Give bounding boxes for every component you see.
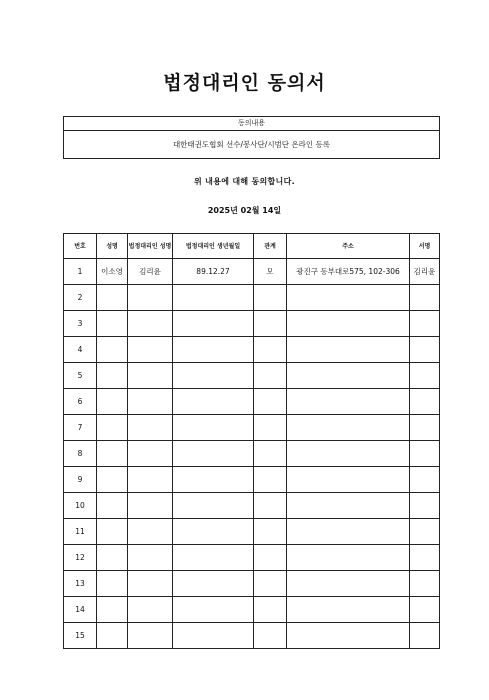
cell-guardian-name (128, 623, 173, 649)
header-address: 주소 (287, 234, 410, 259)
cell-address (287, 519, 410, 545)
cell-name (97, 285, 128, 311)
cell-signature (410, 571, 440, 597)
consent-date: 2025년 02월 14일 (207, 206, 282, 215)
cell-guardian-birthdate (173, 311, 254, 337)
cell-guardian-name (128, 285, 173, 311)
table-row (64, 337, 440, 363)
cell-address (287, 415, 410, 441)
cell-address (287, 311, 410, 337)
cell-name (97, 571, 128, 597)
cell-address (287, 389, 410, 415)
header-guardian-name: 법정대리인 성명 (128, 234, 173, 259)
cell-relation (254, 389, 287, 415)
cell-name (97, 623, 128, 649)
cell-address (287, 597, 410, 623)
table-row (64, 623, 440, 649)
table-row (64, 571, 440, 597)
cell-relation (254, 467, 287, 493)
cell-name (97, 415, 128, 441)
cell-guardian-name (128, 337, 173, 363)
table-row (64, 545, 440, 571)
cell-signature (410, 545, 440, 571)
consent-box (63, 116, 440, 159)
cell-relation (254, 571, 287, 597)
table-row (64, 519, 440, 545)
cell-signature (410, 519, 440, 545)
cell-number: 7 (64, 415, 97, 441)
cell-guardian-name (128, 571, 173, 597)
cell-guardian-birthdate (173, 545, 254, 571)
cell-number: 10 (64, 493, 97, 519)
cell-signature (410, 467, 440, 493)
cell-number: 11 (64, 519, 97, 545)
cell-guardian-birthdate (173, 337, 254, 363)
cell-number: 9 (64, 467, 97, 493)
cell-signature (410, 285, 440, 311)
cell-relation (254, 363, 287, 389)
table-row (64, 285, 440, 311)
table-header-row (64, 234, 440, 259)
cell-guardian-name (128, 493, 173, 519)
table-row (64, 415, 440, 441)
cell-signature (410, 597, 440, 623)
cell-number: 13 (64, 571, 97, 597)
cell-name (97, 545, 128, 571)
cell-signature (410, 363, 440, 389)
cell-number: 15 (64, 623, 97, 649)
cell-guardian-birthdate (173, 415, 254, 441)
cell-name (97, 519, 128, 545)
cell-guardian-birthdate (173, 285, 254, 311)
cell-guardian-birthdate (173, 363, 254, 389)
cell-relation (254, 623, 287, 649)
header-number: 번호 (64, 234, 97, 259)
cell-number: 1 (64, 259, 97, 285)
cell-address (287, 493, 410, 519)
cell-guardian-name (128, 597, 173, 623)
cell-guardian-name (128, 311, 173, 337)
cell-guardian-name (128, 519, 173, 545)
cell-signature (410, 493, 440, 519)
table-row (64, 493, 440, 519)
cell-address (287, 363, 410, 389)
consent-body: 대한태권도협회 선수/봉사단/시범단 온라인 등록 (172, 140, 331, 149)
table-row (64, 441, 440, 467)
cell-guardian-birthdate (173, 519, 254, 545)
header-relation: 관계 (254, 234, 287, 259)
cell-number: 2 (64, 285, 97, 311)
table-row (64, 259, 440, 285)
cell-address (287, 441, 410, 467)
cell-signature (410, 311, 440, 337)
cell-guardian-name (128, 415, 173, 441)
cell-signature (410, 337, 440, 363)
cell-guardian-birthdate: 89.12.27 (173, 259, 254, 285)
cell-guardian-birthdate (173, 441, 254, 467)
cell-relation (254, 285, 287, 311)
cell-guardian-name (128, 467, 173, 493)
cell-number: 8 (64, 441, 97, 467)
cell-guardian-birthdate (173, 493, 254, 519)
table-row (64, 597, 440, 623)
consent-header: 동의내용 (64, 117, 439, 131)
cell-name (97, 597, 128, 623)
header-signature: 서명 (410, 234, 440, 259)
cell-signature (410, 623, 440, 649)
cell-guardian-name (128, 389, 173, 415)
cell-address (287, 623, 410, 649)
cell-relation (254, 441, 287, 467)
header-guardian-birthdate: 법정대리인 생년월일 (173, 234, 254, 259)
cell-guardian-name (128, 545, 173, 571)
cell-name (97, 493, 128, 519)
cell-name (97, 337, 128, 363)
cell-relation (254, 311, 287, 337)
cell-guardian-birthdate (173, 597, 254, 623)
agree-statement: 위 내용에 대해 동의합니다. (194, 177, 295, 186)
cell-signature (410, 415, 440, 441)
cell-name (97, 363, 128, 389)
cell-number: 12 (64, 545, 97, 571)
cell-relation (254, 545, 287, 571)
cell-relation: 모 (254, 259, 287, 285)
table-row (64, 389, 440, 415)
cell-relation (254, 597, 287, 623)
cell-name (97, 311, 128, 337)
cell-guardian-name: 김리윤 (128, 259, 173, 285)
cell-number: 5 (64, 363, 97, 389)
cell-name (97, 389, 128, 415)
cell-number: 14 (64, 597, 97, 623)
cell-signature (410, 389, 440, 415)
cell-guardian-name (128, 363, 173, 389)
cell-name (97, 441, 128, 467)
table-row (64, 363, 440, 389)
cell-guardian-birthdate (173, 389, 254, 415)
cell-address (287, 285, 410, 311)
cell-address (287, 571, 410, 597)
cell-address (287, 467, 410, 493)
cell-guardian-name (128, 441, 173, 467)
cell-address: 광진구 동부대로575, 102-306 (287, 259, 410, 285)
cell-number: 6 (64, 389, 97, 415)
header-name: 성명 (97, 234, 128, 259)
cell-address (287, 337, 410, 363)
table-row (64, 311, 440, 337)
cell-relation (254, 519, 287, 545)
cell-signature: 김리윤 (410, 259, 440, 285)
cell-guardian-birthdate (173, 623, 254, 649)
table-row (64, 467, 440, 493)
cell-number: 4 (64, 337, 97, 363)
cell-relation (254, 337, 287, 363)
cell-relation (254, 415, 287, 441)
cell-relation (254, 493, 287, 519)
cell-signature (410, 441, 440, 467)
cell-address (287, 545, 410, 571)
cell-guardian-birthdate (173, 571, 254, 597)
signature-table (63, 233, 440, 649)
document-title: 법정대리인 동의서 (163, 72, 326, 94)
cell-number: 3 (64, 311, 97, 337)
cell-name: 이소영 (97, 259, 128, 285)
cell-name (97, 467, 128, 493)
cell-guardian-birthdate (173, 467, 254, 493)
